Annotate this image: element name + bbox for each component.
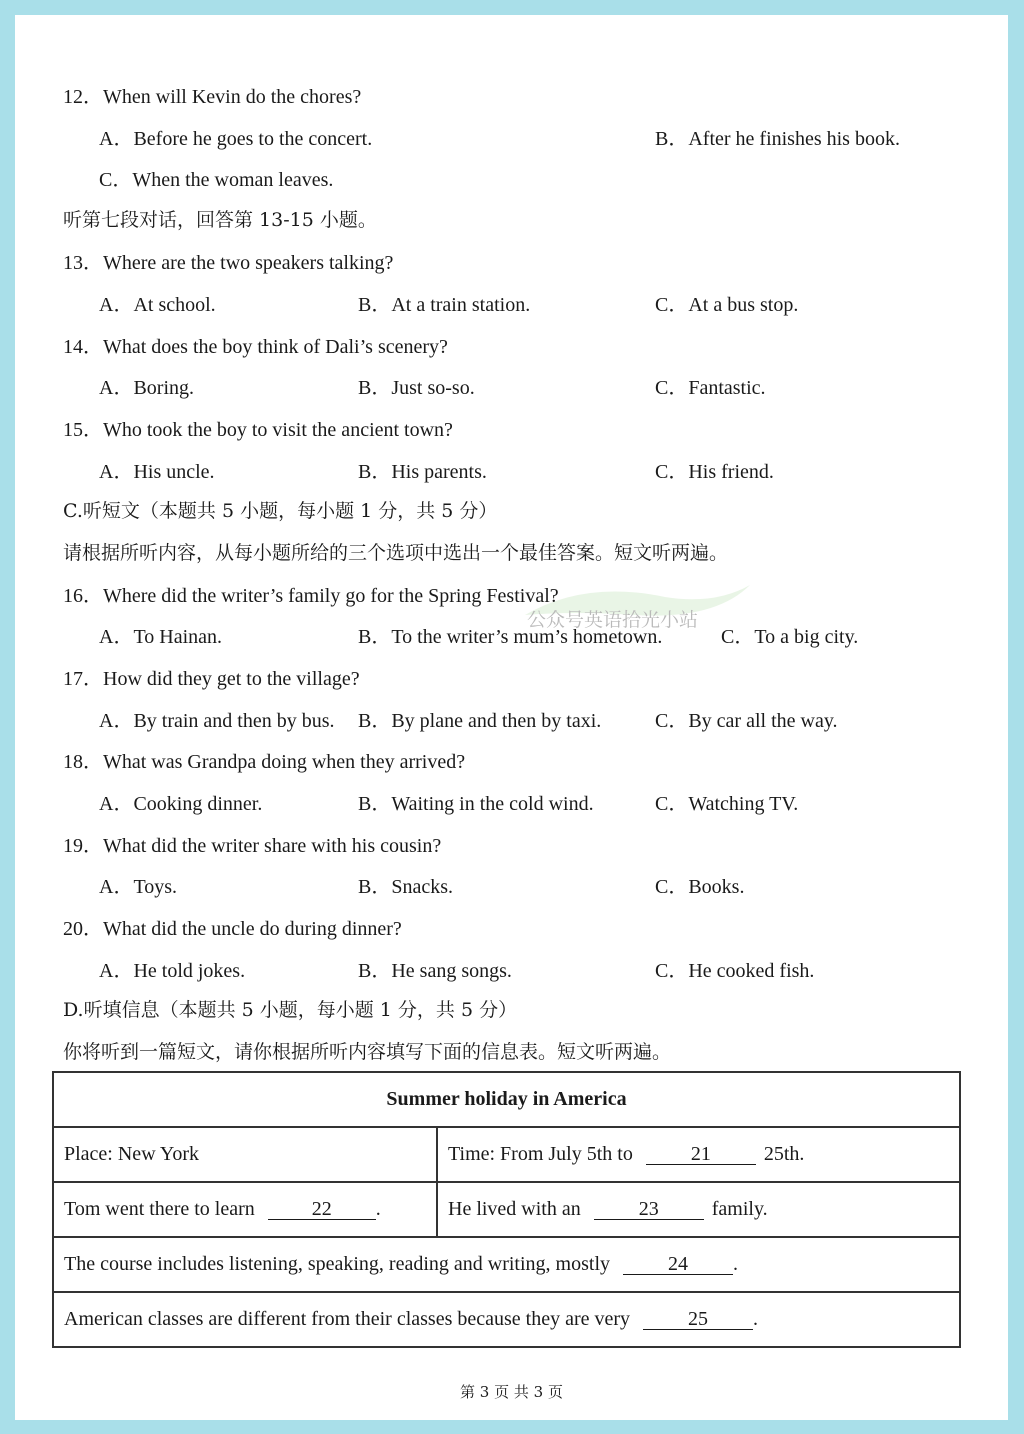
question-16-stem: 16．Where did the writer’s family go for the Spring Festival?	[63, 585, 559, 607]
section-d-title: D.听填信息（本题共 5 小题，每小题 1 分，共 5 分）	[63, 999, 518, 1021]
question-14-stem: 14．What does the boy think of Dali’s scenery?	[63, 336, 448, 358]
question-15-stem: 15．Who took the boy to visit the ancient town?	[63, 419, 453, 441]
question-19-stem: 19．What did the writer share with his cousin?	[63, 835, 442, 857]
learn-prefix: Tom went there to learn	[64, 1198, 255, 1220]
q16-option-c: C．To a big city.	[721, 626, 859, 648]
question-17-stem: 17．How did they get to the village?	[63, 668, 360, 690]
q15-option-a: A．His uncle.	[99, 461, 215, 483]
q18-option-a: A．Cooking dinner.	[99, 793, 263, 815]
blank-21[interactable]: 21	[646, 1144, 756, 1165]
question-20-stem: 20．What did the uncle do during dinner?	[63, 918, 402, 940]
lived-prefix: He lived with an	[448, 1198, 581, 1220]
classes-suffix: .	[753, 1308, 759, 1330]
course-suffix: .	[733, 1253, 738, 1275]
q20-option-c: C．He cooked fish.	[655, 960, 815, 982]
q20-option-b: B．He sang songs.	[358, 960, 512, 982]
q12-option-a: A．Before he goes to the concert.	[99, 128, 373, 150]
question-12-stem: 12．When will Kevin do the chores?	[63, 86, 362, 108]
table-cell-lived	[437, 1182, 960, 1237]
classes-prefix: American classes are different from their classes because they are very	[64, 1308, 631, 1330]
q13-option-a: A．At school.	[99, 294, 216, 316]
blank-24[interactable]: 24	[623, 1254, 733, 1275]
q14-option-b: B．Just so-so.	[358, 377, 475, 399]
question-13-stem: 13．Where are the two speakers talking?	[63, 252, 394, 274]
table-cell-place	[53, 1127, 437, 1182]
q20-option-a: A．He told jokes.	[99, 960, 246, 982]
table-title: Summer holiday in America	[53, 1072, 960, 1127]
q12-option-c: C．When the woman leaves.	[99, 169, 334, 191]
table-cell-classes	[53, 1292, 960, 1347]
lived-suffix: family.	[711, 1198, 768, 1220]
section-c-title: C.听短文（本题共 5 小题，每小题 1 分，共 5 分）	[63, 500, 498, 522]
section-c-description: 请根据所听内容，从每小题所给的三个选项中选出一个最佳答案。短文听两遍。	[63, 542, 729, 564]
q18-option-b: B．Waiting in the cold wind.	[358, 793, 594, 815]
table-cell-time	[437, 1127, 960, 1182]
course-prefix: The course includes listening, speaking, reading and writing, mostly	[64, 1253, 610, 1275]
blank-22[interactable]: 22	[268, 1199, 376, 1220]
time-prefix: Time: From July 5th to	[448, 1143, 633, 1165]
exam-page	[15, 15, 1008, 1420]
blank-25[interactable]: 25	[643, 1309, 753, 1330]
q16-option-b: B．To the writer’s mum’s hometown.	[358, 626, 663, 648]
q19-option-b: B．Snacks.	[358, 876, 453, 898]
blank-23[interactable]: 23	[594, 1199, 704, 1220]
q19-option-c: C．Books.	[655, 876, 745, 898]
table-cell-course	[53, 1237, 960, 1292]
q15-option-c: C．His friend.	[655, 461, 774, 483]
q17-option-a: A．By train and then by bus.	[99, 710, 335, 732]
section-d-description: 你将听到一篇短文，请你根据所听内容填写下面的信息表。短文听两遍。	[63, 1041, 672, 1063]
q14-option-a: A．Boring.	[99, 377, 194, 399]
q15-option-b: B．His parents.	[358, 461, 487, 483]
q13-option-c: C．At a bus stop.	[655, 294, 799, 316]
table-cell-learn	[53, 1182, 437, 1237]
page-footer: 第 3 页 共 3 页	[460, 1383, 563, 1401]
q14-option-c: C．Fantastic.	[655, 377, 766, 399]
time-suffix: 25th.	[763, 1143, 805, 1165]
q16-option-a: A．To Hainan.	[99, 626, 223, 648]
question-18-stem: 18．What was Grandpa doing when they arrived?	[63, 751, 466, 773]
learn-suffix: .	[375, 1198, 381, 1220]
q13-option-b: B．At a train station.	[358, 294, 531, 316]
q18-option-c: C．Watching TV.	[655, 793, 799, 815]
q17-option-b: B．By plane and then by taxi.	[358, 710, 602, 732]
q12-option-b: B．After he finishes his book.	[655, 128, 900, 150]
dialog-7-instruction: 听第七段对话，回答第 13-15 小题。	[63, 209, 377, 231]
place-text: Place: New York	[64, 1143, 199, 1165]
q19-option-a: A．Toys.	[99, 876, 178, 898]
q17-option-c: C．By car all the way.	[655, 710, 838, 732]
info-table	[52, 1071, 961, 1348]
watermark-text: 公众号英语拾光小站	[527, 609, 699, 631]
